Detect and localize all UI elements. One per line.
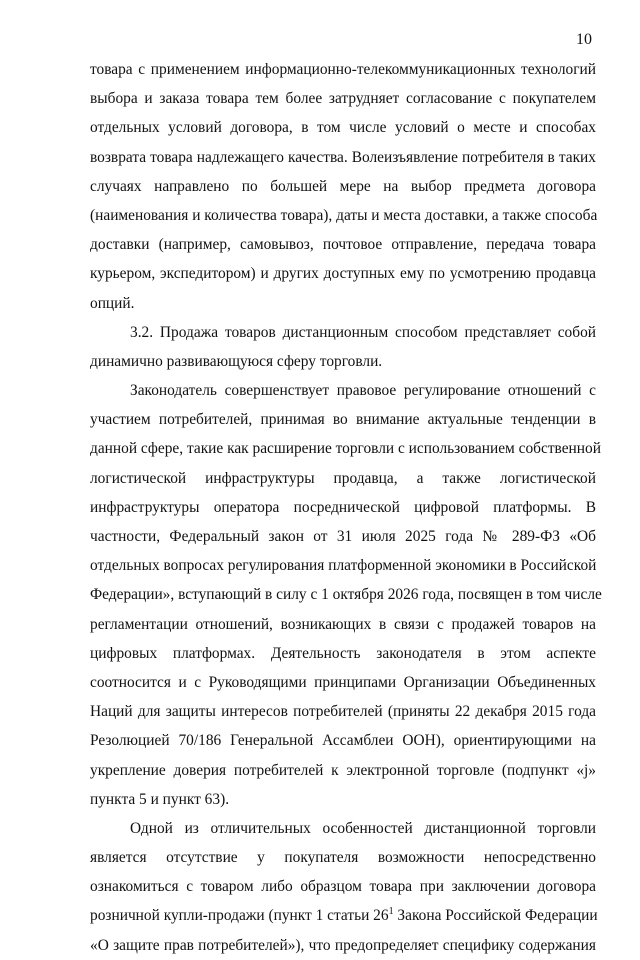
document-body	[90, 55, 602, 960]
text-line: соотносится и с Руководящими принципами Организации Объединенных	[90, 673, 596, 691]
text-line: возврата товара надлежащего качества. Волеизъявление потребителя в таких	[90, 148, 596, 166]
text-segment: Закона Российской Федерации	[393, 907, 598, 925]
text-segment: розничной купли-продажи (пункт 1 статьи 26	[90, 907, 389, 925]
paragraph	[90, 376, 602, 814]
paragraph	[90, 814, 596, 960]
text-line-with-footnote	[90, 901, 596, 930]
text-line: товара с применением информационно-телекоммуникационных технологий	[90, 61, 596, 78]
text-line: данной сфере, такие как расширение торговли с использованием собственной	[90, 440, 601, 458]
text-line: логистической инфраструктуры продавца, а также логистической	[90, 469, 596, 487]
text-line: инфраструктуры оператора посреднической цифровой платформы. В	[90, 498, 596, 516]
text-line: цифровых платформах. Деятельность законодателя в этом аспекте	[90, 644, 596, 662]
footnote-marker: 1	[388, 906, 394, 918]
text-line: Законодатель совершенствует правовое регулирование отношений с	[130, 382, 596, 400]
text-line: Наций для защиты интересов потребителей (приняты 22 декабря 2015 года	[90, 703, 596, 721]
text-line: отдельных условий договора, в том числе условий о месте и способах	[90, 119, 596, 137]
text-line: опций.	[90, 294, 135, 312]
text-line: «О защите прав потребителей»), что предопределяет специфику содержания	[90, 936, 596, 954]
text-line: доставки (например, самовывоз, почтовое отправление, передача товара	[90, 236, 596, 254]
text-line: курьером, экспедитором) и других доступных ему по усмотрению продавца	[90, 265, 596, 283]
text-line: 3.2. Продажа товаров дистанционным способом представляет собой	[130, 323, 596, 341]
page-number: 10	[576, 31, 592, 48]
text-line: частности, Федеральный закон от 31 июля 2025 года № 289-ФЗ «Об	[90, 528, 596, 545]
text-line: (наименования и количества товара), даты и места доставки, а также способа	[90, 206, 598, 224]
text-line: ознакомиться с товаром либо образцом товара при заключении договора	[90, 878, 596, 896]
text-line: выбора и заказа товара тем более затрудняет согласование с покупателем	[90, 90, 596, 108]
text-line: Резолюцией 70/186 Генеральной Ассамблеи ООН), ориентирующими на	[90, 732, 596, 750]
paragraph	[90, 55, 596, 318]
text-line: отдельных вопросах регулирования платформенной экономики в Российской	[90, 557, 597, 575]
text-line: Федерации», вступающий в силу с 1 октября 2026 года, посвящен в том числе	[90, 586, 602, 604]
text-line: динамично развивающуюся сферу торговли.	[90, 352, 383, 370]
text-line: регламентации отношений, возникающих в связи с продажей товаров на	[90, 615, 596, 633]
text-line: пункта 5 и пункт 63).	[90, 790, 230, 808]
text-line: укрепление доверия потребителей к электронной торговле (подпункт «j»	[90, 761, 596, 779]
text-line: участием потребителей, принимая во внимание актуальные тенденции в	[90, 411, 596, 429]
text-line: случаях направлено по большей мере на выбор предмета договора	[90, 177, 596, 195]
text-line: является отсутствие у покупателя возможности непосредственно	[90, 849, 596, 867]
paragraph	[90, 318, 596, 376]
text-line: Одной из отличительных особенностей дистанционной торговли	[130, 819, 596, 837]
